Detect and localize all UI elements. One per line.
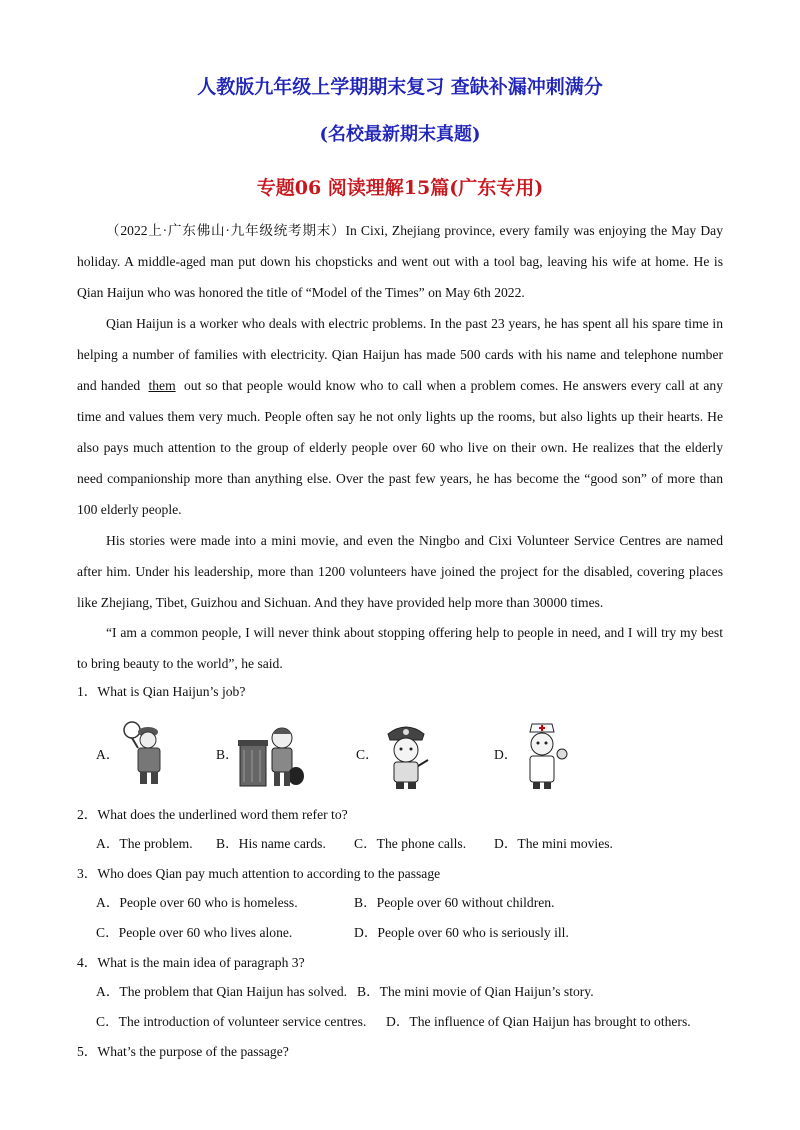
document-title: 人教版九年级上学期期末复习 查缺补漏冲刺满分 [197,76,603,98]
underlined-word: them [148,378,176,393]
question-2-stem: 2．What does the underlined word them refer to? [77,807,348,822]
question-3-option-a[interactable]: A．People over 60 who is homeless. [96,895,298,910]
question-1-option-b-label: B． [216,747,239,762]
doctor-figure-icon [514,720,570,790]
question-4-option-c[interactable]: C．The introduction of volunteer service centres. [96,1014,367,1029]
question-1-stem: 1．What is Qian Haijun’s job? [77,684,246,699]
question-3-option-c[interactable]: C．People over 60 who lives alone. [96,925,293,940]
topic-title: 专题06 阅读理解15篇(广东专用) [256,177,544,199]
passage-paragraph-1: （2022上·广东佛山·九年级统考期末）In Cixi, Zhejiang province, every family was enjoying the May Day holiday. A middle-aged man put down his chopsticks and went out with a tool bag, leaving his wife at home. He is Qian Haijun who was honored the title of “Model of the Times” on May 6th 2022. [77,223,723,300]
question-3-option-d[interactable]: D．People over 60 who is seriously ill. [354,925,569,940]
question-3-stem: 3．Who does Qian pay much attention to according to the passage [77,866,441,881]
electrician-figure-icon [118,718,170,788]
passage-paragraph-4: “I am a common people, I will never think about stopping offering help to people in need, and I will try my best to bring beauty to the world”, he said. [77,625,723,671]
police-officer-figure-icon [376,720,436,790]
question-4-option-a[interactable]: A．The problem that Qian Haijun has solved. [96,984,348,999]
question-2-option-c[interactable]: C．The phone calls. [354,836,467,851]
question-3-option-b[interactable]: B．People over 60 without children. [354,895,555,910]
question-1-option-c-label: C． [356,747,379,762]
sanitation-worker-figure-icon [236,720,306,790]
passage-source: （2022上·广东佛山·九年级统考期末） [106,223,346,238]
document-subtitle: (名校最新期末真题) [319,124,481,145]
question-4-option-d[interactable]: D．The influence of Qian Haijun has brought to others. [386,1014,691,1029]
question-1-option-a-label: A． [96,747,120,762]
question-2-option-a[interactable]: A．The problem. [96,836,193,851]
passage-paragraph-3: His stories were made into a mini movie, and even the Ningbo and Cixi Volunteer Service Centres are named after him. Under his leadership, more than 1200 volunteers have joined the project for the disabled, covering places like Zhejiang, Tibet, Guizhou and Sichuan. And they have provided help more than 30000 times. [77,533,723,610]
passage-paragraph-2: Qian Haijun is a worker who deals with electric problems. In the past 23 years, he has spent all his spare time in helping a number of families with electricity. Qian Haijun has made 500 cards with his name and telephone number and handed them out so that people would know who to call when a problem comes. He answers every call at any time and values them very much. People often say he not only lights up the rooms, but also lights up their hearts. He also pays much attention to the group of elderly people over 60 who live on their own. He realizes that the elderly need companionship more than anything else. Over the past few years, he has become the “good son” of more than 100 elderly people. [77,316,723,517]
question-5-stem: 5．What’s the purpose of the passage? [77,1044,289,1059]
question-1-option-d-label: D． [494,747,518,762]
question-4-option-b[interactable]: B．The mini movie of Qian Haijun’s story. [357,984,594,999]
question-4-stem: 4．What is the main idea of paragraph 3? [77,955,305,970]
question-2-option-b[interactable]: B．His name cards. [216,836,326,851]
question-2-option-d[interactable]: D．The mini movies. [494,836,613,851]
